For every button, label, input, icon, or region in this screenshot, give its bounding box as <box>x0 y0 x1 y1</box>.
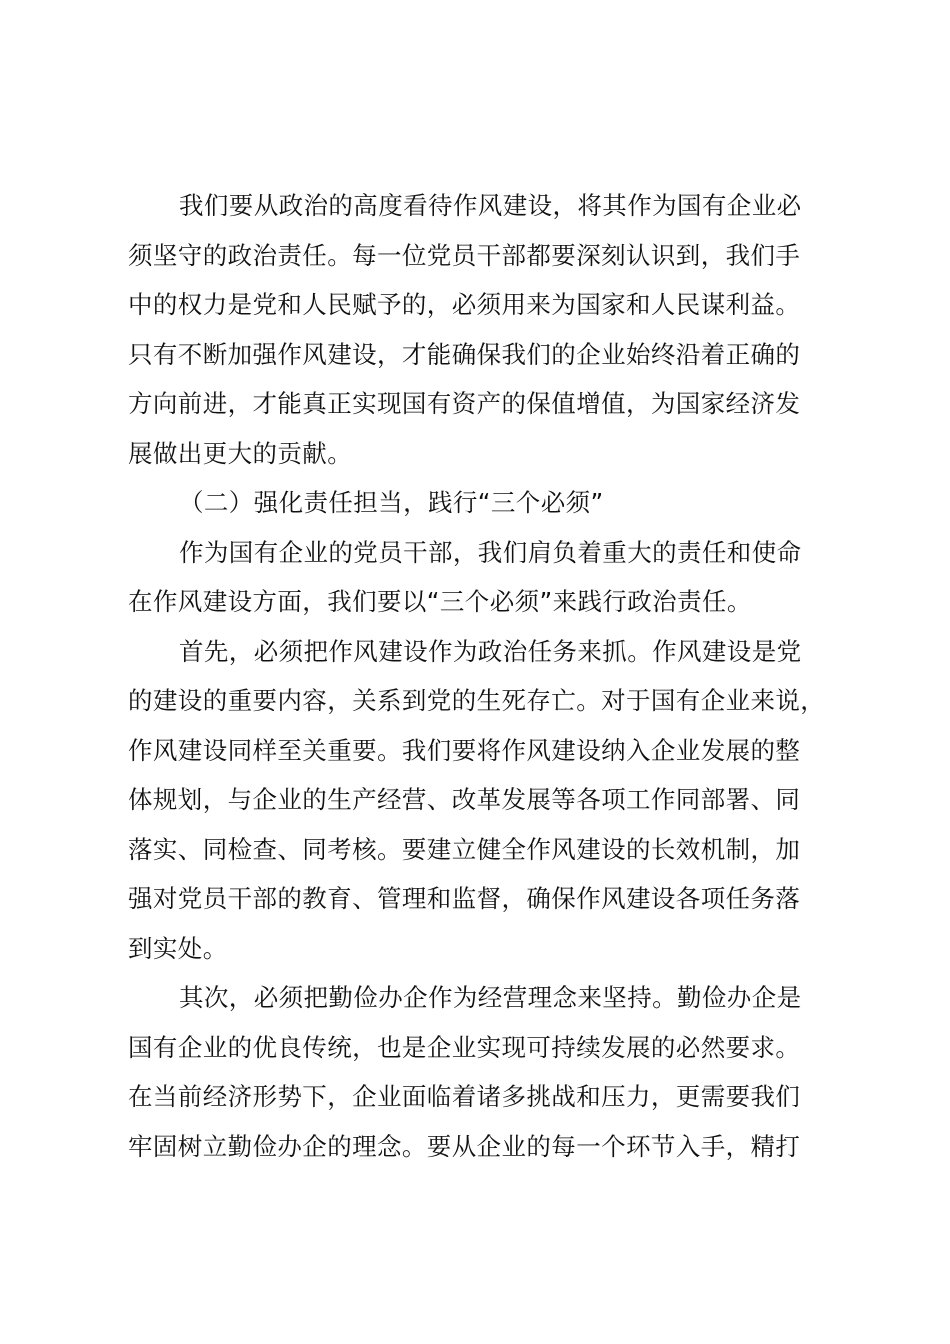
text-line: 其次，必须把勤俭办企作为经营理念来坚持。勤俭办企是 <box>179 983 802 1012</box>
text-line: 须坚守的政治责任。每一位党员干部都要深刻认识到，我们手 <box>128 240 801 270</box>
paragraph-2 <box>128 528 838 627</box>
paragraph-4 <box>128 973 838 1171</box>
text-line: 的建设的重要内容，关系到党的生死存亡。对于国有企业来说， <box>128 686 826 715</box>
text-line: 作为国有企业的党员干部，我们肩负着重大的责任和使命 <box>179 537 802 567</box>
text-line: 我们要从政治的高度看待作风建设，将其作为国有企业必 <box>179 191 802 220</box>
text-line: 到实处。 <box>128 933 228 963</box>
paragraph-3 <box>128 627 838 974</box>
text-line: 强对党员干部的教育、管理和监督，确保作风建设各项任务落 <box>128 884 801 913</box>
text-line: 中的权力是党和人民赋予的，必须用来为国家和人民谋利益。 <box>128 290 801 319</box>
text-line: 在当前经济形势下，企业面临着诸多挑战和压力，更需要我们 <box>128 1082 801 1111</box>
text-line: 作风建设同样至关重要。我们要将作风建设纳入企业发展的整 <box>128 735 801 765</box>
text-line: 在作风建设方面，我们要以“三个必须”来践行政治责任。 <box>128 587 752 616</box>
text-line: 体规划，与企业的生产经营、改革发展等各项工作同部署、同 <box>128 785 801 814</box>
section-heading <box>128 478 838 528</box>
paragraph-1 <box>128 181 838 478</box>
text-line: 国有企业的优良传统，也是企业实现可持续发展的必然要求。 <box>128 1032 801 1062</box>
text-line: 方向前进，才能真正实现国有资产的保值增值，为国家经济发 <box>128 389 801 418</box>
text-line: 牢固树立勤俭办企的理念。要从企业的每一个环节入手，精打 <box>128 1131 801 1161</box>
heading-line: （二）强化责任担当，践行“三个必须” <box>179 488 604 517</box>
text-line: 首先，必须把作风建设作为政治任务来抓。作风建设是党 <box>179 636 802 666</box>
text-line: 展做出更大的贡献。 <box>128 438 353 468</box>
text-line: 落实、同检查、同考核。要建立健全作风建设的长效机制，加 <box>128 834 801 864</box>
document-body <box>128 181 838 1171</box>
text-line: 只有不断加强作风建设，才能确保我们的企业始终沿着正确的 <box>128 339 801 369</box>
